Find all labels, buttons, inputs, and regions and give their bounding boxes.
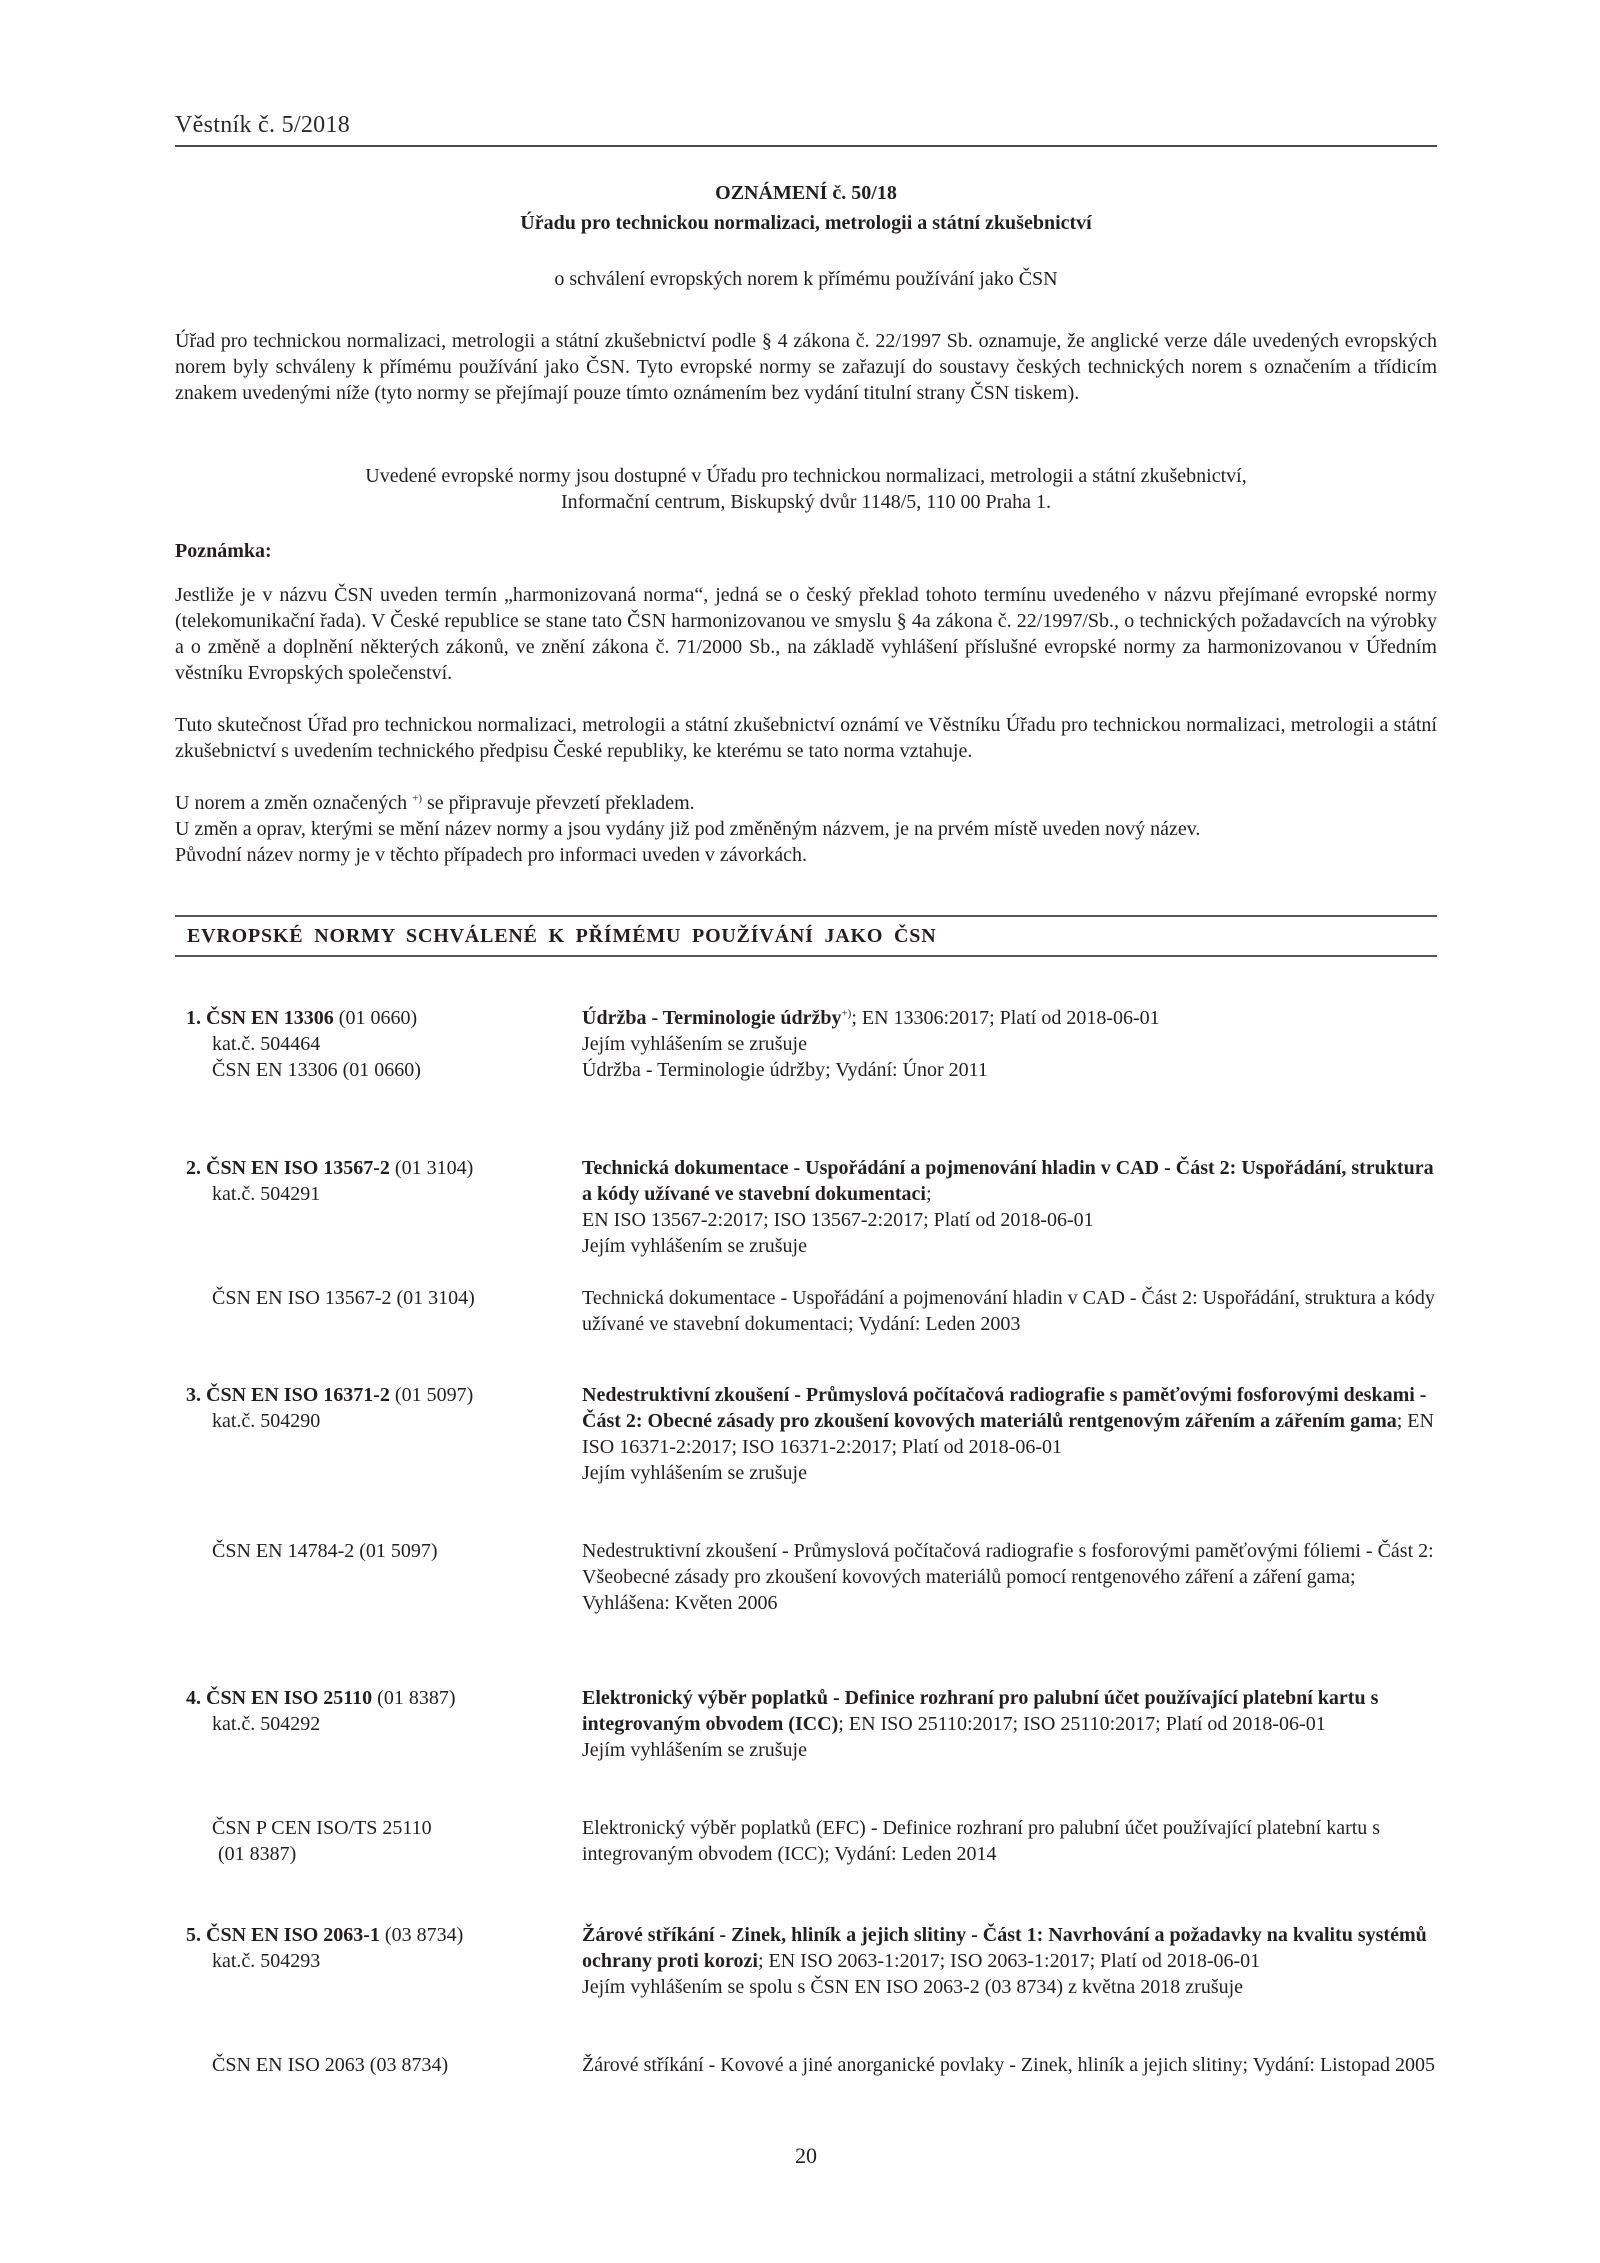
entry-number: 4.	[186, 1687, 201, 1709]
entry-title	[582, 1382, 1442, 1460]
entry-title-rest: ; EN ISO 16371-2:2017; ISO 16371-2:2017; Platí od 2018-06-01	[582, 1410, 1434, 1458]
entry-designation	[186, 1005, 566, 1031]
entry-class-code: (01 8387)	[377, 1687, 456, 1709]
running-header: Věstník č. 5/2018	[175, 112, 351, 138]
entry-code: ČSN EN ISO 25110	[206, 1687, 373, 1709]
entry-code-column	[186, 1922, 566, 1974]
replaced-title: Elektronický výběr poplatků (EFC) - Definice rozhraní pro palubní účet používající platební kartu s integrovaným obvodem (ICC); Vydání: Leden 2014	[582, 1817, 1381, 1865]
note-lines	[175, 790, 1437, 868]
page-number: 20	[795, 2143, 817, 2168]
replaced-code: ČSN EN 13306 (01 0660)	[212, 1059, 421, 1081]
entry-title	[582, 1005, 1442, 1031]
replaced-title-column	[582, 2052, 1442, 2078]
entry-class-code: (01 0660)	[338, 1007, 418, 1029]
replaced-code-column	[186, 1285, 566, 1311]
entry-cancels: Jejím vyhlášením se zrušuje	[582, 1739, 807, 1761]
entry-title-bold: Údržba - Terminologie údržby	[582, 1007, 842, 1029]
entry-designation	[186, 1155, 566, 1181]
availability-line-1: Uvedené evropské normy jsou dostupné v Úřadu pro technickou normalizaci, metrologii a státní zkušebnictví,	[365, 465, 1247, 487]
note-paragraph-1: Jestliže je v názvu ČSN uveden termín „harmonizovaná norma“, jedná se o český překlad tohoto termínu uvedeného v názvu přejímané evropské normy (telekomunikační řada). V České republice se stane tato ČSN harmonizovanou ve smyslu § 4a zákona č. 22/1997/Sb., o technických požadavcích na výrobky a o změně a doplnění některých zákonů, ve znění zákona č. 71/2000 Sb., na základě vyhlášení příslušné evropské normy za harmonizovanou v Úředním věstníku Evropských společenství.	[175, 584, 1437, 684]
entry-code: ČSN EN 13306	[206, 1007, 334, 1029]
replaced-title: Údržba - Terminologie údržby; Vydání: Únor 2011	[582, 1059, 988, 1081]
entry-class-code: (01 5097)	[394, 1384, 474, 1406]
availability-text	[175, 463, 1437, 515]
entry-cancels: Jejím vyhlášením se zrušuje	[582, 1033, 807, 1055]
entry-title-bold: Žárové stříkání - Zinek, hliník a jejich slitiny - Část 1: Navrhování a požadavky na kvalitu systémů ochrany proti korozi	[582, 1924, 1427, 1972]
entry-description-column	[582, 1382, 1442, 1486]
entry-code-column	[186, 1005, 566, 1057]
replaced-code-column	[186, 1815, 566, 1867]
announcement-title-block	[175, 178, 1437, 294]
entry-catalog-number: kat.č. 504464	[212, 1033, 321, 1055]
entry-catalog-number: kat.č. 504290	[212, 1410, 321, 1432]
entry-title-bold: Elektronický výběr poplatků - Definice rozhraní pro palubní účet používající platební kartu s integrovaným obvodem (ICC)	[582, 1687, 1379, 1735]
entry-description-column	[582, 1922, 1442, 2000]
entry-catalog-number: kat.č. 504293	[212, 1950, 321, 1972]
entry-title-bold: Nedestruktivní zkoušení - Průmyslová počítačová radiografie s paměťovými fosforovými deskami - Část 2: Obecné zásady pro zkoušení kovových materiálů rentgenovým zářením a zářením gama	[582, 1384, 1427, 1432]
replaced-code-column	[186, 1057, 566, 1083]
entry-description-column	[582, 1155, 1442, 1259]
entry-code-column	[186, 1685, 566, 1737]
replaced-title-column	[582, 1815, 1442, 1867]
availability-line-2: Informační centrum, Biskupský dvůr 1148/5, 110 00 Praha 1.	[560, 491, 1052, 513]
replaced-code-column	[186, 1538, 566, 1564]
intro-paragraph: Úřad pro technickou normalizaci, metrologii a státní zkušebnictví podle § 4 zákona č. 22/1997 Sb. oznamuje, že anglické verze dále uvedených evropských norem byly schváleny k přímému používání jako ČSN. Tyto evropské normy se zařazují do soustavy českých technických norem s označením a třídicím znakem uvedenými níže (tyto normy se přejímají pouze tímto oznámením bez vydání titulní strany ČSN tiskem).	[175, 330, 1437, 404]
header-rule	[175, 145, 1437, 147]
entry-number: 3.	[186, 1384, 201, 1406]
entry-code-column	[186, 1155, 566, 1207]
entry-code: ČSN EN ISO 16371-2	[206, 1384, 390, 1406]
original-title-note: Původní název normy je v těchto případech pro informaci uveden v závorkách.	[175, 844, 808, 866]
old-code-line-2: (01 8387)	[218, 1843, 297, 1865]
entry-title	[582, 1685, 1442, 1737]
entry-class-code: (03 8734)	[384, 1924, 464, 1946]
note-label: Poznámka:	[175, 540, 272, 562]
entry-title-rest: ; EN ISO 2063-1:2017; ISO 2063-1:2017; Platí od 2018-06-01	[757, 1950, 1261, 1972]
entry-number: 2.	[186, 1157, 201, 1179]
replaced-code: ČSN P CEN ISO/TS 25110	[212, 1817, 432, 1839]
replaced-title: Technická dokumentace - Uspořádání a pojmenování hladin v CAD - Část 2: Uspořádání, struktura a kódy užívané ve stavební dokumentaci; Vydání: Leden 2003	[582, 1287, 1435, 1335]
entry-extra-line: EN ISO 13567-2:2017; ISO 13567-2:2017; Platí od 2018-06-01	[582, 1209, 1094, 1231]
entry-cancels: Jejím vyhlášením se spolu s ČSN EN ISO 2063-2 (03 8734) z května 2018 zrušuje	[582, 1976, 1244, 1998]
translation-note: U norem a změn označených +) se připravuje převzetí překladem.	[175, 792, 695, 814]
entry-title-bold: Technická dokumentace - Uspořádání a pojmenování hladin v CAD - Část 2: Uspořádání, struktura a kódy užívané ve stavební dokumentaci	[582, 1157, 1434, 1205]
replaced-title-column	[582, 1285, 1442, 1337]
entry-catalog-number: kat.č. 504291	[212, 1183, 321, 1205]
rename-note: U změn a oprav, kterými se mění název normy a jsou vydány již pod změněným názvem, je na prvém místě uveden nový název.	[175, 818, 1201, 840]
announcement-number: OZNÁMENÍ č. 50/18	[715, 182, 897, 204]
entry-title-rest: ; EN 13306:2017; Platí od 2018-06-01	[851, 1007, 1160, 1029]
entry-cancels: Jejím vyhlášením se zrušuje	[582, 1235, 807, 1257]
entry-title	[582, 1155, 1442, 1207]
entry-catalog-number: kat.č. 504292	[212, 1713, 321, 1735]
entry-title-rest: ; EN ISO 25110:2017; ISO 25110:2017; Platí od 2018-06-01	[838, 1713, 1326, 1735]
replaced-code: ČSN EN 14784-2 (01 5097)	[212, 1540, 438, 1562]
entry-designation	[186, 1922, 566, 1948]
replaced-title-column	[582, 1538, 1442, 1616]
replaced-title: Žárové stříkání - Kovové a jiné anorganické povlaky - Zinek, hliník a jejich slitiny; Vydání: Listopad 2005	[582, 2054, 1435, 2076]
entry-title	[582, 1922, 1442, 1974]
entry-designation	[186, 1382, 566, 1408]
entry-class-code: (01 3104)	[394, 1157, 474, 1179]
note-paragraph-2: Tuto skutečnost Úřad pro technickou normalizaci, metrologii a státní zkušebnictví oznámí ve Věstníku Úřadu pro technickou normalizaci, metrologii a státní zkušebnictví s uvedením technického předpisu České republiky, ke kterému se tato norma vztahuje.	[175, 714, 1437, 762]
entry-description-column	[582, 1685, 1442, 1763]
entry-code-column	[186, 1382, 566, 1434]
entry-title-rest: ;	[925, 1183, 932, 1205]
entry-number: 1.	[186, 1007, 201, 1029]
replaced-code: ČSN EN ISO 2063 (03 8734)	[212, 2054, 449, 2076]
entry-code: ČSN EN ISO 13567-2	[206, 1157, 390, 1179]
replaced-code-column	[186, 2052, 566, 2078]
entry-code: ČSN EN ISO 2063-1	[206, 1924, 380, 1946]
replaced-code: ČSN EN ISO 13567-2 (01 3104)	[212, 1287, 475, 1309]
entry-designation	[186, 1685, 566, 1711]
announcement-issuer: Úřadu pro technickou normalizaci, metrologii a státní zkušebnictví	[520, 212, 1092, 234]
replaced-title: Nedestruktivní zkoušení - Průmyslová počítačová radiografie s fosforovými paměťovými fóliemi - Část 2: Všeobecné zásady pro zkoušení kovových materiálů pomocí rentgenového záření a záření gama; Vyhlášena: Květen 2006	[582, 1540, 1434, 1614]
announcement-subject: o schválení evropských norem k přímému používání jako ČSN	[554, 268, 1058, 290]
translation-mark: +)	[412, 792, 422, 805]
entry-cancels: Jejím vyhlášením se zrušuje	[582, 1462, 807, 1484]
replaced-title-column	[582, 1057, 1442, 1083]
entry-number: 5.	[186, 1924, 201, 1946]
entry-description-column	[582, 1005, 1442, 1057]
translation-mark: +)	[841, 1007, 852, 1020]
section-title: EVROPSKÉ NORMY SCHVÁLENÉ K PŘÍMÉMU POUŽÍVÁNÍ JAKO ČSN	[187, 925, 937, 947]
section-header	[175, 915, 1437, 957]
